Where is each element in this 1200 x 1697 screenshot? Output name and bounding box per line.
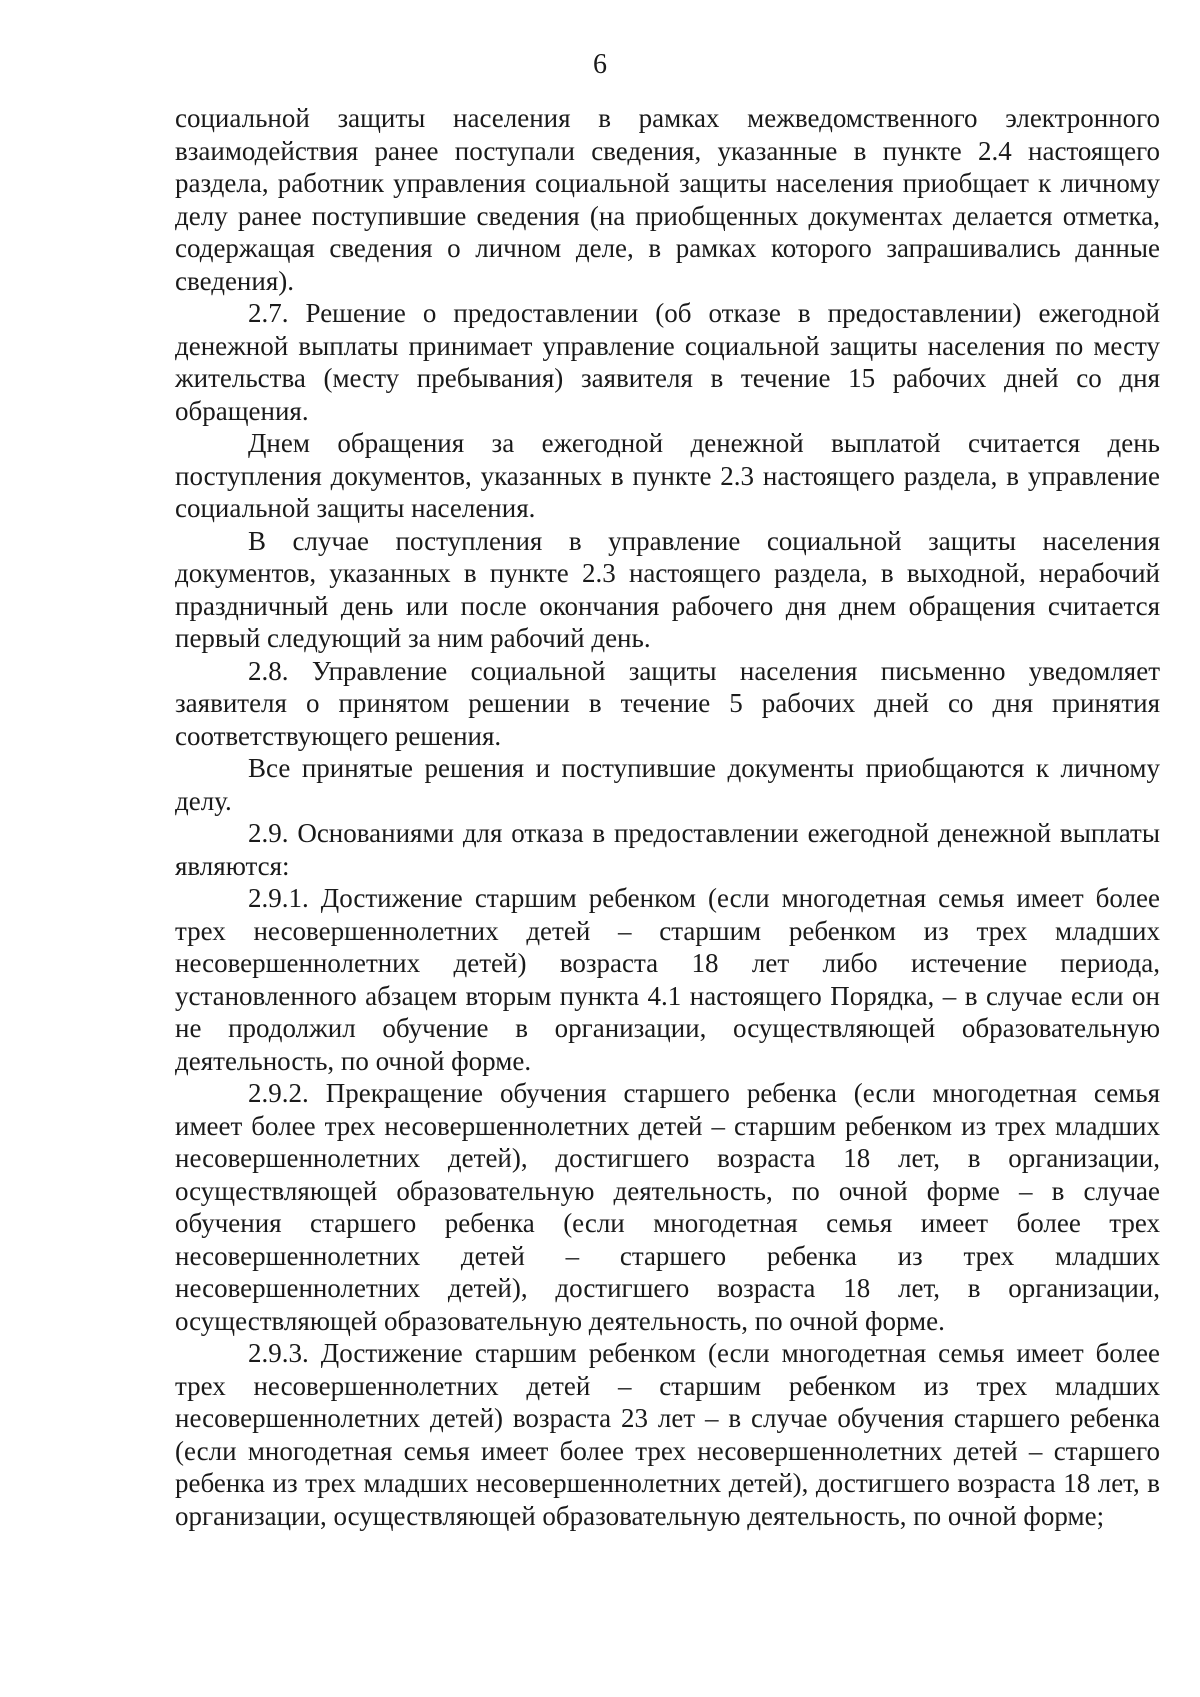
paragraph-continuation: социальной защиты населения в рамках межведомственного электронного взаимодействия ранее поступали сведения, указанные в пункте 2.4 настоящего раздела, работник управления социальной защиты населения приобщает к личному делу ранее поступившие сведения (на приобщенных документах делается отметка, содержащая сведения о личном деле, в рамках которого запрашивались данные сведения). bbox=[175, 103, 1160, 296]
paragraph-2-9: 2.9. Основаниями для отказа в предоставлении ежегодной денежной выплаты являются: bbox=[175, 818, 1160, 881]
paragraph-2-7: 2.7. Решение о предоставлении (об отказе в предоставлении) ежегодной денежной выплаты принимает управление социальной защиты населения по месту жительства (месту пребывания) заявителя в течение 15 рабочих дней со дня обращения. bbox=[175, 298, 1160, 426]
page-number: 6 bbox=[593, 49, 607, 80]
paragraph-2-9-2: 2.9.2. Прекращение обучения старшего ребенка (если многодетная семья имеет более трех несовершеннолетних детей – старшим ребенком из трех младших несовершеннолетних детей), достигшего возраста 18 лет, в организации, осуществляющей образовательную деятельность, по очной форме – в случае обучения старшего ребенка (если многодетная семья имеет более трех несовершеннолетних детей – старшего ребенка из трех младших несовершеннолетних детей), достигшего возраста 18 лет, в организации, осуществляющей образовательную деятельность, по очной форме. bbox=[175, 1078, 1160, 1336]
paragraph-application-day: Днем обращения за ежегодной денежной выплатой считается день поступления документов, указанных в пункте 2.3 настоящего раздела, в управление социальной защиты населения. bbox=[175, 428, 1160, 523]
paragraph-2-9-1: 2.9.1. Достижение старшим ребенком (если многодетная семья имеет более трех несовершеннолетних детей – старшим ребенком из трех младших несовершеннолетних детей) возраста 18 лет либо истечение периода, установленного абзацем вторым пункта 4.1 настоящего Порядка, – в случае если он не продолжил обучение в организации, осуществляющей образовательную деятельность, по очной форме. bbox=[175, 883, 1160, 1076]
paragraph-2-8: 2.8. Управление социальной защиты населения письменно уведомляет заявителя о принятом решении в течение 5 рабочих дней со дня принятия соответствующего решения. bbox=[175, 655, 1160, 751]
paragraph-personal-file: Все принятые решения и поступившие документы приобщаются к личному делу. bbox=[175, 753, 1160, 816]
paragraph-2-9-3: 2.9.3. Достижение старшим ребенком (если многодетная семья имеет более трех несовершеннолетних детей – старшим ребенком из трех младших несовершеннолетних детей) возраста 23 лет – в случае обучения старшего ребенка (если многодетная семья имеет более трех несовершеннолетних детей – старшего ребенка из трех младших несовершеннолетних детей), достигшего возраста 18 лет, в организации, осуществляющей образовательную деятельность, по очной форме; bbox=[175, 1338, 1160, 1531]
document-body bbox=[175, 102, 1160, 1532]
paragraph-holiday-rule: В случае поступления в управление социальной защиты населения документов, указанных в пункте 2.3 настоящего раздела, в выходной, нерабочий праздничный день или после окончания рабочего дня днем обращения считается первый следующий за ним рабочий день. bbox=[175, 525, 1160, 653]
